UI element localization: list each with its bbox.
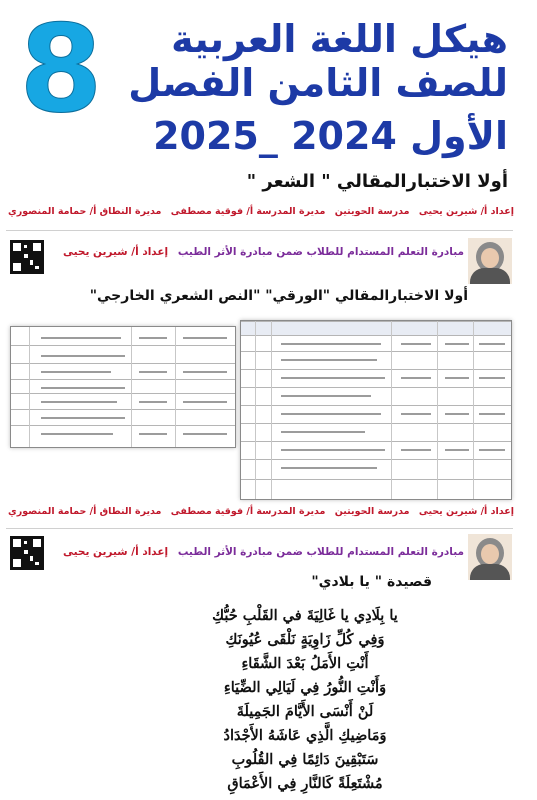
title-line-3: الأول 2024 _2025 — [153, 114, 508, 158]
credit-school: مدرسة الحويتين — [334, 206, 410, 217]
poem-verses — [150, 604, 460, 796]
title-line-1: هيكل اللغة العربية — [171, 17, 508, 61]
poem-verse: وَمَاضِيكِ الَّذِي عَاشَهُ الأَجْدَادُ — [223, 727, 387, 744]
poem-verse: وَفِي كُلِّ زَاوِيَةٍ نَلْقَى عُيُونَكِ — [225, 631, 385, 648]
card1-subtitle: أولا الاختبارالمقالي "الورقي" "النص الشعري الخارجي" — [89, 288, 468, 304]
initiative-label: مبادرة التعلم المستدام للطلاب ضمن مبادرة الأثر الطيب — [177, 546, 464, 558]
credit-school: مدرسة الحويتين — [334, 506, 410, 517]
teacher-avatar — [468, 238, 512, 284]
initiative-label: مبادرة التعلم المستدام للطلاب ضمن مبادرة الأثر الطيب — [177, 246, 464, 258]
credits-row-2 — [8, 506, 514, 524]
credit-prepared-by: إعداد أ/ شيرين يحيى — [418, 506, 514, 517]
poem-verse: مُشْتَعِلَةً كَالنَّارِ فِي الأَعْمَاقِ — [227, 775, 383, 792]
rubric-sheet-left — [10, 326, 236, 448]
qr-code-icon — [10, 240, 44, 274]
divider — [6, 230, 513, 231]
teacher-avatar — [468, 534, 512, 580]
poem-verse: سَتَبْقِينَ دَائِمًا فِي القُلُوبِ — [231, 751, 379, 768]
credit-principal: مديرة المدرسة أ/ فوقية مصطفى — [170, 206, 326, 217]
credit-prepared-by: إعداد أ/ شيرين يحيى — [418, 206, 514, 217]
initiative-text-2 — [48, 546, 464, 564]
poem-verse: وَأَنْتِ النُّورُ فِي لَيَالِي الضِّيَاءِ — [223, 679, 387, 696]
credit-supervisor: مديرة النطاق أ/ حمامة المنصوري — [8, 206, 162, 217]
poem-verse: لَنْ أَنْسَى الأَيَّامَ الجَمِيلَةَ — [236, 703, 374, 720]
poem-verse: يا بِلَادِي يا غَالِيَةَ في القَلْبِ حُبُّكِ — [212, 607, 398, 624]
rubric-sheet-right — [240, 320, 512, 500]
title-line-2: للصف الثامن الفصل — [128, 61, 508, 105]
initiative-text — [48, 246, 464, 264]
credit-supervisor: مديرة النطاق أ/ حمامة المنصوري — [8, 506, 162, 517]
divider — [6, 528, 513, 529]
big-number-eight: 8 — [19, 1, 103, 140]
poem-verse: أَنْتِ الأَمَلُ بَعْدَ الشَّقَاءِ — [241, 655, 369, 672]
credits-row — [8, 206, 514, 224]
prepared-by-label: إعداد أ/ شيرين يحيى — [62, 246, 169, 258]
section-title-poetry: أولا الاختبارالمقالي " الشعر " — [246, 171, 508, 192]
qr-code-icon — [10, 536, 44, 570]
credit-principal: مديرة المدرسة أ/ فوقية مصطفى — [170, 506, 326, 517]
poem-title: قصيدة " يا بلادي" — [311, 574, 432, 590]
prepared-by-label: إعداد أ/ شيرين يحيى — [62, 546, 169, 558]
